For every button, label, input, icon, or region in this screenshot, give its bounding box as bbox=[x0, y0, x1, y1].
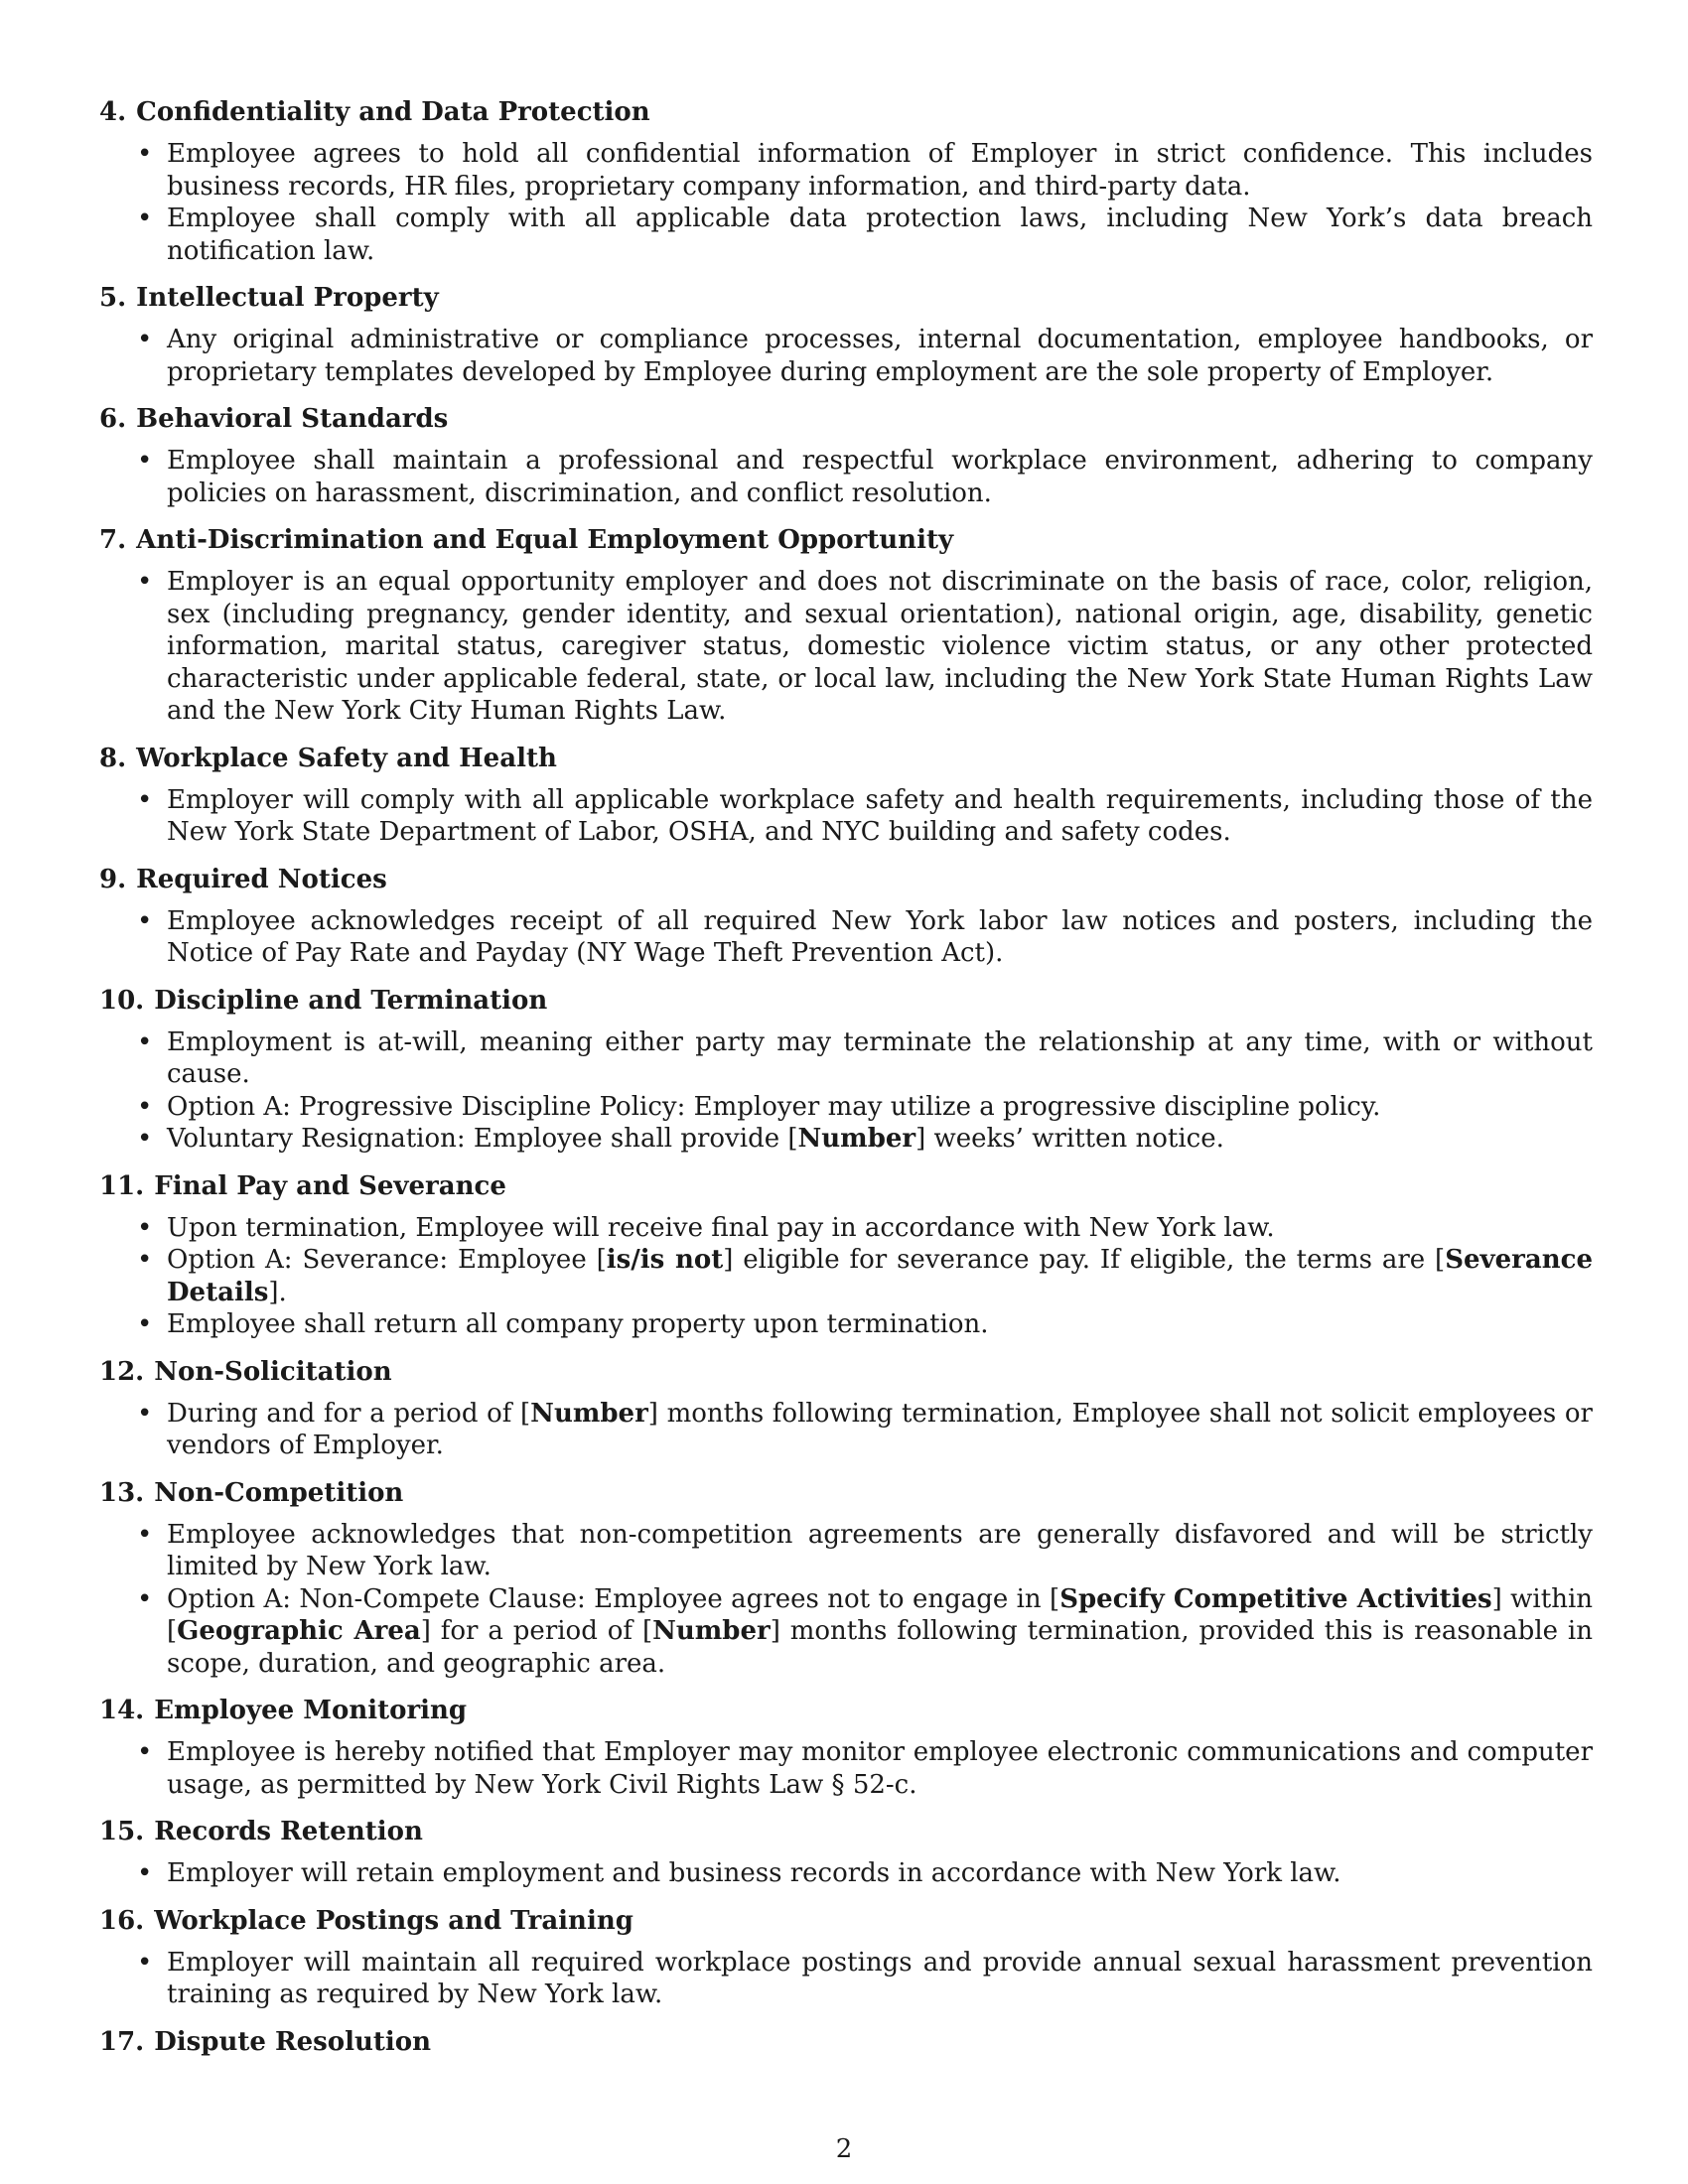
section-title: Records Retention bbox=[154, 1817, 423, 1846]
placeholder-field: Geographic Area bbox=[177, 1616, 421, 1646]
bullet-item bbox=[167, 1091, 1593, 1124]
section-9 bbox=[99, 864, 1593, 970]
bullet-item bbox=[167, 1212, 1593, 1245]
bullet-list bbox=[99, 905, 1593, 970]
bullet-item bbox=[167, 1519, 1593, 1583]
bullet-text: Voluntary Resignation: Employee shall provide [ bbox=[167, 1124, 798, 1154]
section-4 bbox=[99, 96, 1593, 267]
bullet-text: Any original administrative or compliance processes, internal documentation, employee handbooks, or proprietary templates developed by Employee during employment are the sole property of Employer. bbox=[167, 325, 1593, 387]
bullet-text: Employee acknowledges that non-competition agreements are generally disfavored and will be strictly limited by New York law. bbox=[167, 1519, 1593, 1581]
bullet-item bbox=[167, 138, 1593, 203]
section-10 bbox=[99, 985, 1593, 1156]
placeholder-field: Number bbox=[797, 1124, 916, 1154]
bullet-text: Employer is an equal opportunity employer and does not discriminate on the basis of race, color, religion, sex (including pregnancy, gender identity, and sexual orientation), national origin, age, disability, genetic information, marital status, caregiver status, domestic violence victim status, or any other protected characteristic under applicable federal, state, or local law, including the New York State Human Rights Law and the New York City Human Rights Law. bbox=[167, 567, 1593, 726]
bullet-list bbox=[99, 1398, 1593, 1462]
bullet-text: ] for a period of [ bbox=[420, 1616, 653, 1646]
bullet-text: During and for a period of [ bbox=[167, 1398, 531, 1429]
placeholder-field: Severance Details bbox=[167, 1245, 1593, 1307]
section-title: Required Notices bbox=[136, 864, 387, 894]
bullet-item bbox=[167, 1123, 1593, 1156]
bullet-text: ]. bbox=[268, 1277, 287, 1307]
bullet-item bbox=[167, 1947, 1593, 2011]
section-heading bbox=[99, 2026, 1593, 2058]
section-title: Non-Competition bbox=[154, 1477, 404, 1508]
bullet-item bbox=[167, 784, 1593, 849]
bullet-text: ] weeks’ written notice. bbox=[915, 1124, 1224, 1154]
section-title: Anti-Discrimination and Equal Employment Opportunity bbox=[136, 525, 954, 555]
bullet-text: Employee acknowledges receipt of all required New York labor law notices and posters, including the Notice of Pay Rate and Payday (NY Wage Theft Prevention Act). bbox=[167, 905, 1593, 968]
bullet-item bbox=[167, 324, 1593, 388]
bullet-list bbox=[99, 1212, 1593, 1341]
placeholder-field: is/is not bbox=[606, 1245, 724, 1275]
section-title: Dispute Resolution bbox=[154, 2026, 432, 2057]
bullet-text: Option A: Non-Compete Clause: Employee agrees not to engage in [ bbox=[167, 1583, 1060, 1614]
bullet-text: Option A: Progressive Discipline Policy: Employer may utilize a progressive discipline policy. bbox=[167, 1091, 1381, 1122]
section-title: Workplace Safety and Health bbox=[136, 743, 557, 773]
section-13 bbox=[99, 1477, 1593, 1681]
section-heading bbox=[99, 985, 1593, 1017]
section-number: 5. bbox=[99, 283, 127, 313]
bullet-text: Employee shall return all company property upon termination. bbox=[167, 1309, 989, 1339]
section-heading bbox=[99, 1477, 1593, 1509]
bullet-list bbox=[99, 445, 1593, 509]
section-number: 13. bbox=[99, 1477, 145, 1508]
bullet-item bbox=[167, 203, 1593, 267]
section-heading bbox=[99, 1356, 1593, 1388]
bullet-list bbox=[99, 1857, 1593, 1890]
bullet-text: ] eligible for severance pay. If eligible, the terms are [ bbox=[723, 1245, 1446, 1275]
section-heading bbox=[99, 864, 1593, 895]
section-title: Discipline and Termination bbox=[154, 985, 548, 1016]
section-15 bbox=[99, 1816, 1593, 1890]
section-heading bbox=[99, 1905, 1593, 1937]
section-12 bbox=[99, 1356, 1593, 1462]
section-heading bbox=[99, 96, 1593, 128]
bullet-item bbox=[167, 1857, 1593, 1890]
bullet-list bbox=[99, 566, 1593, 728]
bullet-item bbox=[167, 566, 1593, 728]
bullet-text: Employer will retain employment and business records in accordance with New York law. bbox=[167, 1858, 1341, 1888]
document-page bbox=[99, 96, 1593, 2073]
bullet-text: ] months following termination, provided this is reasonable in scope, duration, and geographic area. bbox=[167, 1616, 1593, 1679]
bullet-text: ] within [ bbox=[167, 1583, 1593, 1646]
section-title: Employee Monitoring bbox=[154, 1696, 468, 1725]
section-number: 9. bbox=[99, 864, 127, 894]
section-heading bbox=[99, 1170, 1593, 1202]
section-number: 15. bbox=[99, 1817, 145, 1846]
bullet-text: Upon termination, Employee will receive final pay in accordance with New York law. bbox=[167, 1212, 1275, 1243]
section-heading bbox=[99, 743, 1593, 774]
bullet-item bbox=[167, 1583, 1593, 1681]
bullet-text: Employer will comply with all applicable workplace safety and health requirements, including those of the New York State Department of Labor, OSHA, and NYC building and safety codes. bbox=[167, 784, 1593, 847]
bullet-text: Employee agrees to hold all confidential information of Employer in strict confidence. This includes business records, HR files, proprietary company information, and third-party data. bbox=[167, 139, 1593, 202]
section-number: 7. bbox=[99, 525, 127, 555]
section-heading bbox=[99, 1695, 1593, 1726]
bullet-item bbox=[167, 1244, 1593, 1308]
section-17 bbox=[99, 2026, 1593, 2058]
placeholder-field: Number bbox=[530, 1398, 648, 1429]
section-number: 14. bbox=[99, 1696, 145, 1725]
section-title: Intellectual Property bbox=[136, 283, 439, 313]
bullet-list bbox=[99, 1947, 1593, 2011]
section-title: Non-Solicitation bbox=[154, 1356, 392, 1387]
section-16 bbox=[99, 1905, 1593, 2011]
section-5 bbox=[99, 282, 1593, 388]
section-number: 16. bbox=[99, 1905, 145, 1936]
section-heading bbox=[99, 282, 1593, 314]
bullet-item bbox=[167, 1398, 1593, 1462]
section-14 bbox=[99, 1695, 1593, 1801]
bullet-text: Employee shall maintain a professional and respectful workplace environment, adhering to company policies on harassment, discrimination, and conflict resolution. bbox=[167, 446, 1593, 508]
bullet-text: ] months following termination, Employee shall not solicit employees or vendors of Employer. bbox=[167, 1398, 1593, 1460]
section-number: 11. bbox=[99, 1170, 145, 1201]
section-number: 10. bbox=[99, 985, 145, 1016]
section-heading bbox=[99, 1816, 1593, 1847]
placeholder-field: Specify Competitive Activities bbox=[1059, 1583, 1492, 1614]
bullet-item bbox=[167, 905, 1593, 970]
page-number: 2 bbox=[835, 2134, 853, 2164]
bullet-text: Employment is at-will, meaning either party may terminate the relationship at any time, with or without cause. bbox=[167, 1026, 1593, 1089]
bullet-text: Employer will maintain all required workplace postings and provide annual sexual harassment prevention training as required by New York law. bbox=[167, 1947, 1593, 2009]
section-title: Confidentiality and Data Protection bbox=[136, 97, 650, 127]
section-11 bbox=[99, 1170, 1593, 1341]
section-title: Workplace Postings and Training bbox=[154, 1905, 633, 1936]
bullet-list bbox=[99, 1519, 1593, 1681]
section-number: 4. bbox=[99, 97, 127, 127]
section-8 bbox=[99, 743, 1593, 849]
section-title: Behavioral Standards bbox=[136, 404, 449, 434]
section-6 bbox=[99, 403, 1593, 509]
section-heading bbox=[99, 524, 1593, 556]
section-number: 17. bbox=[99, 2026, 145, 2057]
bullet-list bbox=[99, 1736, 1593, 1801]
section-heading bbox=[99, 403, 1593, 435]
section-number: 6. bbox=[99, 404, 127, 434]
bullet-list bbox=[99, 784, 1593, 849]
bullet-text: Employee is hereby notified that Employer may monitor employee electronic communications and computer usage, as permitted by New York Civil Rights Law § 52-c. bbox=[167, 1737, 1593, 1800]
bullet-item bbox=[167, 1308, 1593, 1341]
bullet-list bbox=[99, 324, 1593, 388]
section-number: 8. bbox=[99, 743, 127, 773]
section-number: 12. bbox=[99, 1356, 145, 1387]
section-7 bbox=[99, 524, 1593, 728]
placeholder-field: Number bbox=[652, 1616, 771, 1646]
bullet-item bbox=[167, 1026, 1593, 1091]
bullet-text: Option A: Severance: Employee [ bbox=[167, 1245, 607, 1275]
bullet-item bbox=[167, 445, 1593, 509]
bullet-list bbox=[99, 138, 1593, 267]
bullet-list bbox=[99, 1026, 1593, 1156]
section-title: Final Pay and Severance bbox=[154, 1170, 506, 1201]
bullet-item bbox=[167, 1736, 1593, 1801]
bullet-text: Employee shall comply with all applicable data protection laws, including New York’s data breach notification law. bbox=[167, 204, 1593, 266]
